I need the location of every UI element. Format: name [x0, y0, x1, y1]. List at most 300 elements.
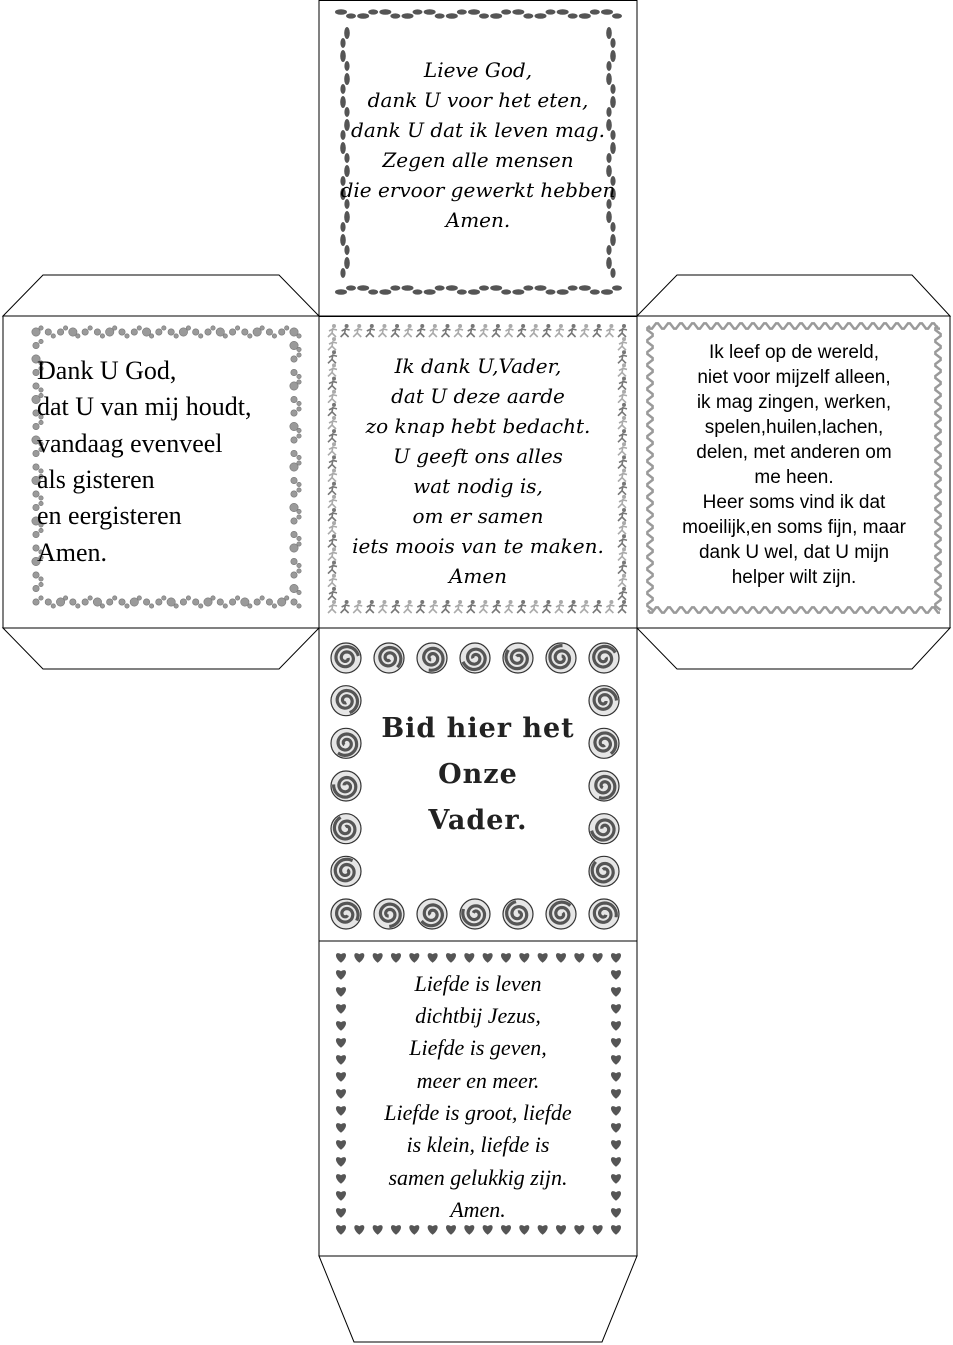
dot-icon: [125, 604, 129, 608]
prayer-line: Ik dank U,Vader,: [394, 354, 562, 378]
runner-icon: [618, 495, 627, 508]
runner-icon: [416, 324, 425, 337]
runner-icon: [353, 324, 362, 337]
spiral-icon: [331, 771, 361, 801]
prayer-line: is klein, liefde is: [406, 1132, 550, 1158]
dot-icon: [186, 326, 190, 330]
heart-icon: [336, 1072, 346, 1082]
prayer-line: als gisteren: [37, 465, 155, 494]
dot-icon: [125, 334, 129, 338]
footprint-icon: [557, 9, 578, 18]
spiral-icon: [460, 899, 490, 929]
runner-icon: [605, 324, 614, 337]
dot-icon: [162, 596, 166, 600]
heart-icon: [593, 1225, 603, 1235]
prayer-line: Amen.: [450, 1196, 506, 1222]
dot-icon: [180, 599, 186, 605]
prayer-line: iets moois van te maken.: [352, 534, 604, 558]
heart-icon: [373, 953, 383, 963]
footprint-icon: [446, 9, 467, 18]
prayer-line: Lieve God,: [423, 58, 533, 82]
heart-icon: [336, 1208, 346, 1218]
prayer-line: U geeft ons alles: [393, 444, 563, 468]
runner-icon: [441, 600, 450, 613]
heart-icon: [336, 1140, 346, 1150]
footprint-icon: [606, 257, 615, 278]
prayer-line: Heer soms vind ik dat: [702, 492, 886, 513]
runner-icon: [328, 482, 337, 495]
heart-icon: [611, 1089, 621, 1099]
dot-icon: [131, 329, 137, 335]
dot-icon: [254, 599, 260, 605]
runner-icon: [429, 600, 438, 613]
heart-icon: [336, 1004, 346, 1014]
dot-icon: [137, 596, 141, 600]
dot-icon: [100, 334, 104, 338]
spiral-icon: [546, 643, 576, 673]
heart-icon: [611, 1191, 621, 1201]
dot-icon: [174, 334, 178, 338]
dot-icon: [211, 596, 215, 600]
runner-icon: [618, 403, 627, 416]
face-left-prayer: [37, 352, 297, 572]
right-flap-bottom: [637, 628, 950, 669]
spiral-icon: [374, 643, 404, 673]
runner-icon: [618, 363, 627, 376]
spiral-icon: [417, 899, 447, 929]
heart-icon: [574, 953, 584, 963]
runner-icon: [505, 324, 514, 337]
runner-icon: [328, 587, 337, 600]
runner-icon: [479, 324, 488, 337]
heart-icon: [373, 1225, 383, 1235]
runner-icon: [530, 600, 539, 613]
prayer-line: Amen.: [37, 537, 108, 567]
dot-icon: [82, 599, 88, 605]
heart-icon: [501, 953, 511, 963]
heart-icon: [611, 1140, 621, 1150]
runner-icon: [391, 324, 400, 337]
runner-icon: [618, 561, 627, 574]
dot-icon: [39, 326, 43, 330]
dot-icon: [297, 509, 301, 513]
dot-icon: [242, 329, 248, 335]
heart-icon: [556, 1225, 566, 1235]
prayer-line: delen, met anderen om: [696, 442, 892, 463]
runner-icon: [328, 363, 337, 376]
heart-icon: [611, 1157, 621, 1167]
dot-icon: [88, 596, 92, 600]
dot-icon: [33, 572, 39, 578]
footprint-icon: [579, 9, 600, 18]
dot-icon: [266, 599, 272, 605]
footprint-icon: [335, 9, 356, 18]
prayer-line: dichtbij Jezus,: [415, 1003, 541, 1029]
footprint-icon: [579, 285, 600, 294]
heart-icon: [336, 970, 346, 980]
dot-icon: [235, 326, 239, 330]
dot-icon: [94, 329, 100, 335]
heart-icon: [336, 1174, 346, 1184]
runner-icon: [618, 587, 627, 600]
dot-icon: [291, 572, 297, 578]
prayer-line: Amen: [448, 564, 508, 588]
dot-icon: [260, 596, 264, 600]
face-top-prayer: [339, 50, 617, 240]
runner-icon: [593, 324, 602, 337]
dot-icon: [45, 599, 51, 605]
footprint-icon: [601, 285, 622, 294]
footprint-icon: [601, 9, 622, 18]
spiral-icon: [589, 643, 619, 673]
dot-icon: [113, 596, 117, 600]
spiral-icon: [331, 899, 361, 929]
dot-icon: [285, 326, 289, 330]
footprint-icon: [402, 285, 423, 294]
heart-icon: [483, 1225, 493, 1235]
heart-icon: [538, 953, 548, 963]
dot-icon: [100, 604, 104, 608]
dot-icon: [248, 604, 252, 608]
dot-icon: [297, 380, 301, 384]
runner-icon: [618, 521, 627, 534]
footprint-icon: [468, 9, 489, 18]
prayer-line: dank U dat ik leven mag.: [351, 118, 605, 142]
dot-icon: [297, 515, 301, 519]
prayer-line: ik mag zingen, werken,: [696, 392, 892, 413]
dot-icon: [248, 334, 252, 338]
spiral-icon: [417, 643, 447, 673]
runner-icon: [416, 600, 425, 613]
runner-icon: [580, 324, 589, 337]
footprint-icon: [490, 285, 511, 294]
footprint-icon: [606, 27, 615, 48]
heart-icon: [611, 970, 621, 980]
footprint-icon: [512, 9, 533, 18]
prayer-line: Amen.: [445, 208, 511, 232]
runner-icon: [618, 442, 627, 455]
dot-icon: [205, 329, 211, 335]
runner-icon: [618, 482, 627, 495]
heart-icon: [611, 1038, 621, 1048]
dot-icon: [57, 329, 63, 335]
dot-icon: [297, 434, 301, 438]
runner-icon: [441, 324, 450, 337]
spiral-icon: [546, 899, 576, 929]
runner-icon: [618, 469, 627, 482]
heart-icon: [538, 1225, 548, 1235]
heart-icon: [483, 953, 493, 963]
dot-icon: [297, 407, 301, 411]
wavy-border-line: [648, 607, 940, 612]
dot-icon: [51, 334, 55, 338]
runner-icon: [366, 600, 375, 613]
dot-icon: [156, 599, 162, 605]
dot-icon: [297, 455, 301, 459]
heart-icon: [391, 953, 401, 963]
dot-icon: [149, 334, 153, 338]
runner-icon: [618, 324, 627, 337]
dot-icon: [285, 596, 289, 600]
prayer-line: dat U van mij houdt,: [37, 392, 252, 422]
heart-icon: [611, 987, 621, 997]
instruction-line: Onze: [438, 759, 518, 790]
dot-icon: [279, 329, 285, 335]
dot-icon: [193, 329, 199, 335]
runner-icon: [517, 324, 526, 337]
runner-icon: [328, 508, 337, 521]
dot-icon: [193, 599, 199, 605]
dot-icon: [297, 334, 301, 338]
heart-icon: [354, 953, 364, 963]
wavy-border-line: [648, 323, 940, 328]
face-right-prayer: [660, 338, 928, 592]
dot-icon: [211, 326, 215, 330]
dot-icon: [229, 329, 235, 335]
dot-icon: [297, 347, 301, 351]
dot-icon: [119, 329, 125, 335]
dot-icon: [186, 596, 190, 600]
runner-icon: [555, 600, 564, 613]
dot-icon: [168, 329, 174, 335]
footprint-icon: [512, 285, 533, 294]
dot-icon: [235, 596, 239, 600]
dot-icon: [297, 374, 301, 378]
heart-icon: [519, 953, 529, 963]
heart-icon: [336, 1225, 346, 1235]
dot-icon: [260, 326, 264, 330]
prayer-line: en eergisteren: [37, 501, 182, 531]
runner-icon: [568, 600, 577, 613]
runner-icon: [328, 534, 337, 547]
runner-icon: [618, 390, 627, 403]
spiral-icon: [331, 856, 361, 886]
runner-icon: [568, 324, 577, 337]
dot-icon: [63, 326, 67, 330]
footprint-icon: [340, 27, 349, 48]
heart-icon: [391, 1225, 401, 1235]
footprint-icon: [424, 285, 445, 294]
dot-icon: [33, 599, 39, 605]
footprint-icon: [535, 285, 556, 294]
heart-icon: [611, 953, 621, 963]
runner-icon: [328, 324, 337, 337]
wavy-border-line: [647, 326, 652, 610]
heart-icon: [464, 953, 474, 963]
prayer-line: dat U deze aarde: [391, 384, 565, 408]
runner-icon: [404, 324, 413, 337]
footprint-icon: [340, 257, 349, 278]
dot-icon: [149, 604, 153, 608]
runner-icon: [542, 324, 551, 337]
prayer-line: dank U wel, dat U mijn: [698, 542, 890, 563]
runner-icon: [328, 521, 337, 534]
runner-icon: [328, 455, 337, 468]
footprint-icon: [379, 285, 400, 294]
dot-icon: [199, 334, 203, 338]
heart-icon: [336, 1106, 346, 1116]
runner-icon: [618, 534, 627, 547]
dot-icon: [223, 334, 227, 338]
runner-icon: [605, 600, 614, 613]
heart-icon: [428, 953, 438, 963]
dot-icon: [297, 569, 301, 573]
heart-icon: [336, 1157, 346, 1167]
heart-icon: [611, 1106, 621, 1116]
runner-icon: [328, 416, 337, 429]
heart-icon: [556, 953, 566, 963]
spiral-icon: [374, 899, 404, 929]
footprint-icon: [535, 9, 556, 18]
runner-icon: [555, 324, 564, 337]
runner-icon: [593, 600, 602, 613]
runner-icon: [542, 600, 551, 613]
runner-icon: [618, 350, 627, 363]
heart-icon: [336, 1123, 346, 1133]
dot-icon: [82, 329, 88, 335]
heart-icon: [611, 1208, 621, 1218]
runner-icon: [492, 600, 501, 613]
dot-icon: [229, 599, 235, 605]
heart-icon: [336, 953, 346, 963]
right-flap-top: [637, 275, 950, 316]
prayer-line: Liefde is geven,: [409, 1035, 547, 1061]
heart-icon: [446, 1225, 456, 1235]
runner-icon: [618, 377, 627, 390]
footprint-icon: [424, 9, 445, 18]
heart-icon: [336, 1021, 346, 1031]
heart-icon: [519, 1225, 529, 1235]
footprint-icon: [402, 9, 423, 18]
prayer-line: meer en meer.: [416, 1067, 540, 1093]
heart-icon: [593, 953, 603, 963]
heart-icon: [611, 1021, 621, 1031]
wavy-border-line: [935, 326, 940, 610]
runner-icon: [328, 442, 337, 455]
spiral-icon: [589, 856, 619, 886]
heart-icon: [354, 1225, 364, 1235]
dot-icon: [33, 342, 39, 348]
prayer-line: vandaag evenveel: [37, 428, 223, 458]
runner-icon: [328, 390, 337, 403]
runner-icon: [328, 574, 337, 587]
prayer-line: helper wilt zijn.: [731, 567, 857, 588]
runner-icon: [328, 350, 337, 363]
dot-icon: [297, 563, 301, 567]
dot-icon: [199, 604, 203, 608]
prayer-line: Dank U God,: [37, 355, 177, 385]
dot-icon: [297, 488, 301, 492]
prayer-line: Zegen alle mensen: [382, 148, 574, 172]
heart-icon: [611, 1225, 621, 1235]
prayer-line: me heen.: [754, 467, 834, 488]
left-flap-top: [3, 275, 319, 316]
dot-icon: [291, 599, 297, 605]
dot-icon: [39, 596, 43, 600]
dot-icon: [266, 329, 272, 335]
heart-icon: [501, 1225, 511, 1235]
heart-icon: [611, 1004, 621, 1014]
runner-icon: [404, 600, 413, 613]
dot-icon: [297, 604, 301, 608]
dot-icon: [51, 604, 55, 608]
instruction-line: Vader.: [428, 805, 528, 836]
runner-icon: [353, 600, 362, 613]
runner-icon: [378, 600, 387, 613]
dot-icon: [297, 536, 301, 540]
prayer-line: zo knap hebt bedacht.: [365, 414, 591, 438]
spiral-icon: [589, 899, 619, 929]
runner-icon: [328, 547, 337, 560]
runner-icon: [618, 455, 627, 468]
runner-icon: [517, 600, 526, 613]
prayer-line: dank U voor het eten,: [367, 88, 589, 112]
prayer-line: die ervoor gewerkt hebben: [340, 178, 616, 202]
dot-icon: [272, 334, 276, 338]
heart-icon: [574, 1225, 584, 1235]
dot-icon: [119, 599, 125, 605]
dot-icon: [137, 326, 141, 330]
runner-icon: [378, 324, 387, 337]
dot-icon: [107, 599, 113, 605]
runner-icon: [618, 337, 627, 350]
heart-icon: [611, 1123, 621, 1133]
runner-icon: [618, 429, 627, 442]
dot-icon: [162, 326, 166, 330]
bottom-flap: [319, 1256, 637, 1342]
footprint-icon: [357, 285, 378, 294]
dot-icon: [297, 461, 301, 465]
face-bottom-prayer: [355, 968, 601, 1226]
dot-icon: [272, 604, 276, 608]
runner-icon: [328, 469, 337, 482]
runner-icon: [366, 324, 375, 337]
spiral-icon: [503, 899, 533, 929]
runner-icon: [618, 574, 627, 587]
dot-icon: [33, 585, 39, 591]
instruction-line: Bid hier het: [381, 713, 575, 744]
runner-icon: [580, 600, 589, 613]
runner-icon: [328, 600, 337, 613]
dot-icon: [297, 401, 301, 405]
heart-icon: [409, 953, 419, 963]
footprint-icon: [357, 9, 378, 18]
spiral-icon: [460, 643, 490, 673]
spiral-icon: [331, 643, 361, 673]
prayer-line: wat nodig is,: [413, 474, 543, 498]
footprint-icon: [557, 285, 578, 294]
dot-icon: [297, 482, 301, 486]
runner-icon: [530, 324, 539, 337]
dot-icon: [297, 428, 301, 432]
runner-icon: [328, 495, 337, 508]
runner-icon: [467, 324, 476, 337]
runner-icon: [454, 600, 463, 613]
runner-icon: [328, 403, 337, 416]
prayer-line: samen gelukkig zijn.: [388, 1164, 568, 1190]
runner-icon: [328, 337, 337, 350]
runner-icon: [492, 324, 501, 337]
dot-icon: [297, 542, 301, 546]
footprint-icon: [446, 285, 467, 294]
face-center-prayer: [345, 350, 611, 592]
runner-icon: [341, 600, 350, 613]
dot-icon: [113, 326, 117, 330]
footprint-icon: [335, 285, 356, 294]
face-lower-instruction: [360, 705, 596, 845]
dot-icon: [39, 577, 43, 581]
prayer-line: Liefde is leven: [414, 970, 542, 996]
